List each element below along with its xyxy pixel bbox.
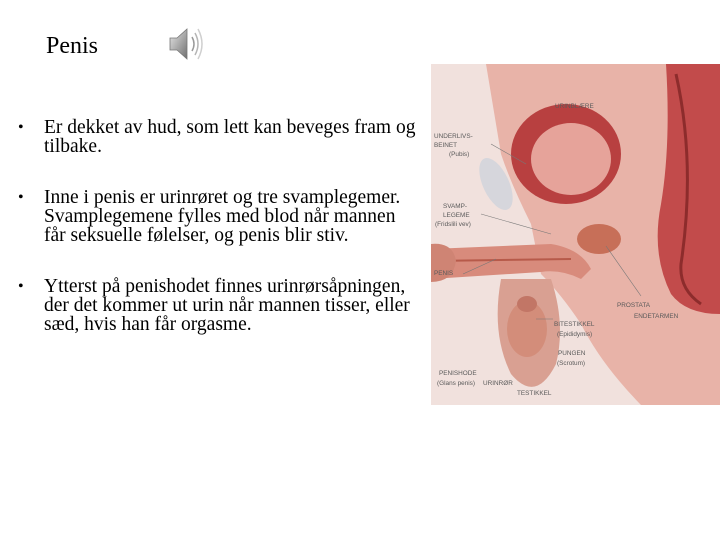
label-underliv: UNDERLIVS- — [434, 133, 473, 140]
svg-text:(Epididymis): (Epididymis) — [557, 331, 593, 338]
label-prostata: PROSTATA — [617, 302, 651, 309]
list-item: • Inne i penis er urinrøret og tre svamplegemer. Svamplegemene fylles med blod når mannen får seksuelle følelser, og penis blir stiv. — [18, 187, 401, 246]
list-item: • Er dekket av hud, som lett kan beveges fram og tilbake. — [18, 117, 416, 157]
slide-title: Penis — [46, 33, 99, 59]
speaker-icon[interactable] — [166, 24, 210, 64]
svg-text:(Scrotum): (Scrotum) — [557, 360, 586, 367]
svg-text:(Pubis): (Pubis) — [449, 151, 470, 158]
label-bitestikkel: BITESTIKKEL — [554, 321, 595, 328]
label-penishode: PENISHODE — [439, 370, 477, 377]
label-testikkel: TESTIKKEL — [517, 390, 552, 397]
label-svamplegeme: SVAMP- — [443, 203, 468, 210]
svg-text:(Fridslili vev): (Fridslili vev) — [435, 221, 471, 228]
label-endetarmen: ENDETARMEN — [634, 313, 679, 320]
list-item: • Ytterst på penishodet finnes urinrørsåpningen, der det kommer ut urin når mannen tisser, eller sæd, hvis han får orgasme. — [18, 276, 410, 335]
bullet-list — [18, 118, 418, 366]
svg-text:BEINET: BEINET — [434, 142, 458, 149]
anatomy-figure — [431, 64, 720, 405]
svg-text:(Glans penis): (Glans penis) — [437, 380, 476, 387]
label-penis: PENIS — [434, 270, 454, 277]
label-urinror: URINRØR — [483, 380, 513, 387]
label-pungen: PUNGEN — [558, 350, 586, 357]
label-urinblaere: URINBLÆRE — [555, 103, 594, 110]
svg-text:LEGEME: LEGEME — [443, 212, 470, 219]
